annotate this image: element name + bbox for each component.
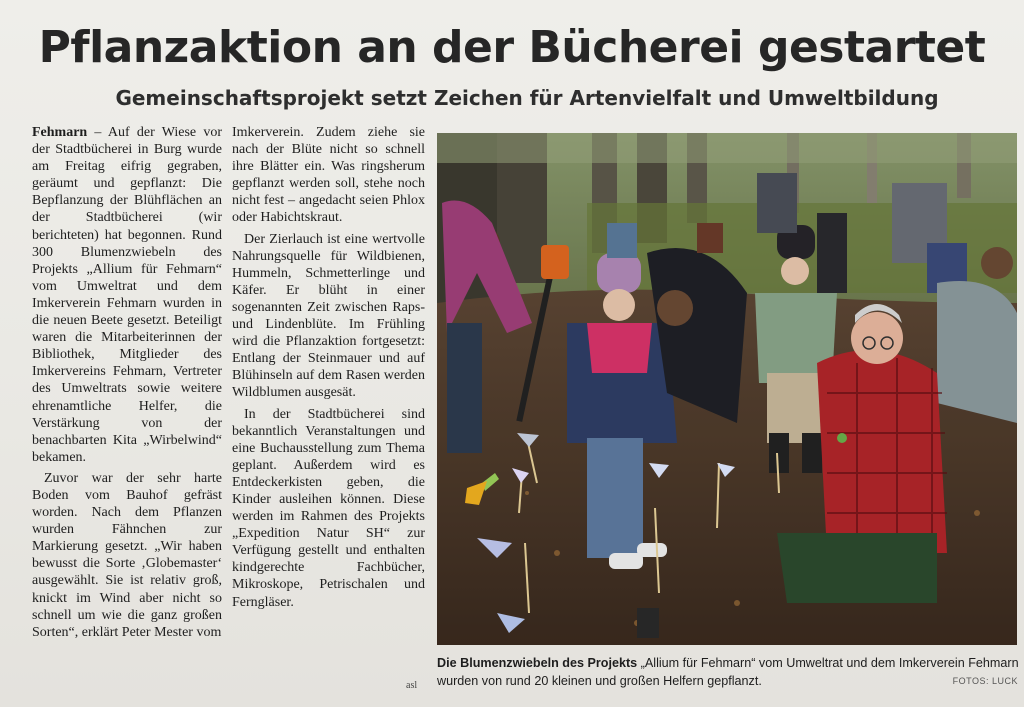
photo-caption — [437, 654, 1022, 690]
paragraph: Zuvor war der sehr harte Boden vom Bauhof gefräst worden. Nach dem Pflanzen wurden Fähnchen zur Markierung gesetzt. „Wir haben bewusst die Sorte ‚Globemaster‘ ausgewählt. Sie ist relativ groß, knickt im Wind aber nicht so schnell um wie die ganz großen Sorten“, erklärt Peter Mester vom — [32, 470, 222, 640]
paragraph — [32, 124, 222, 466]
article-column-2 — [232, 124, 425, 611]
author-initials: asl — [406, 680, 418, 691]
caption-text: „Allium für Fehmarn“ vom Umweltrat und dem Imkerverein Fehmarn wurden von rund 20 kleinen und großen Helfern gepflanzt. — [437, 656, 1019, 688]
headline: Pflanzaktion an der Bücherei gestartet — [38, 22, 986, 73]
dateline: Fehmarn — [32, 125, 88, 140]
paragraph: Der Zierlauch ist eine wertvolle Nahrungsquelle für Wildbienen, Hummeln, Schmetterlinge und Käfer. Er blüht in einer sogenannten Zeit zwischen Raps- und Lindenblüte. Im Frühling wird die Pflanzaktion fortgesetzt: Entlang der Steinmauer und auf Blühinseln auf dem Rasen werden Wildblumen ausgesät. — [232, 231, 425, 401]
paragraph: Imkerverein. Zudem ziehe sie nach der Blüte nicht so schnell ihre Blätter ein. Was ringsherum gepflanzt werden soll, stehe noch nicht fest – angedacht seien Phlox oder Habichtskraut. — [232, 125, 425, 226]
photo-credit: FOTOS: LUCK — [952, 676, 1018, 686]
subheadline: Gemeinschaftsprojekt setzt Zeichen für Artenvielfalt und Umweltbildung — [115, 86, 939, 110]
article-photo — [437, 133, 1017, 645]
paragraph: In der Stadtbücherei sind bekanntlich Veranstaltungen und eine Buchausstellung zum Thema geplant. Außerdem wird es Entdeckerkisten geben, die Kinder ausleihen können. Diese werden im Rahmen des Projekts „Expedition Natur SH“ zur Verfügung gestellt und enthalten kindgerechte Fachbücher, Mikroskope, Petrischalen und Ferngläser. — [232, 406, 425, 610]
caption-lead: Die Blumenzwiebeln des Projekts — [437, 656, 638, 670]
article-column-1 — [32, 124, 222, 641]
paragraph-text: – Auf der Wiese vor der Stadtbücherei in Burg wurde am Freitag eifrig gegraben, geräumt und gepflanzt: Die Bepflanzung der Blühflächen an der Stadtbücherei (wir berichteten) hat begonnen. Rund 300 Blumenzwiebeln des Projekts „Allium für Fehmarn“ vom Umweltrat und dem Imkerverein Fehmarn wurden in die neuen Beete gesetzt. Beteiligt waren die Mitarbeiterinnen der Bibliothek, Mitglieder des Imkervereins Fehmarn, Vertreter des Umweltrats sowie weitere ehrenamtliche Helfer, die Verstärkung von der benachbarten Kita „Wirbelwind“ bekamen. — [32, 125, 222, 465]
bleed-through-text — [40, 2, 1000, 16]
